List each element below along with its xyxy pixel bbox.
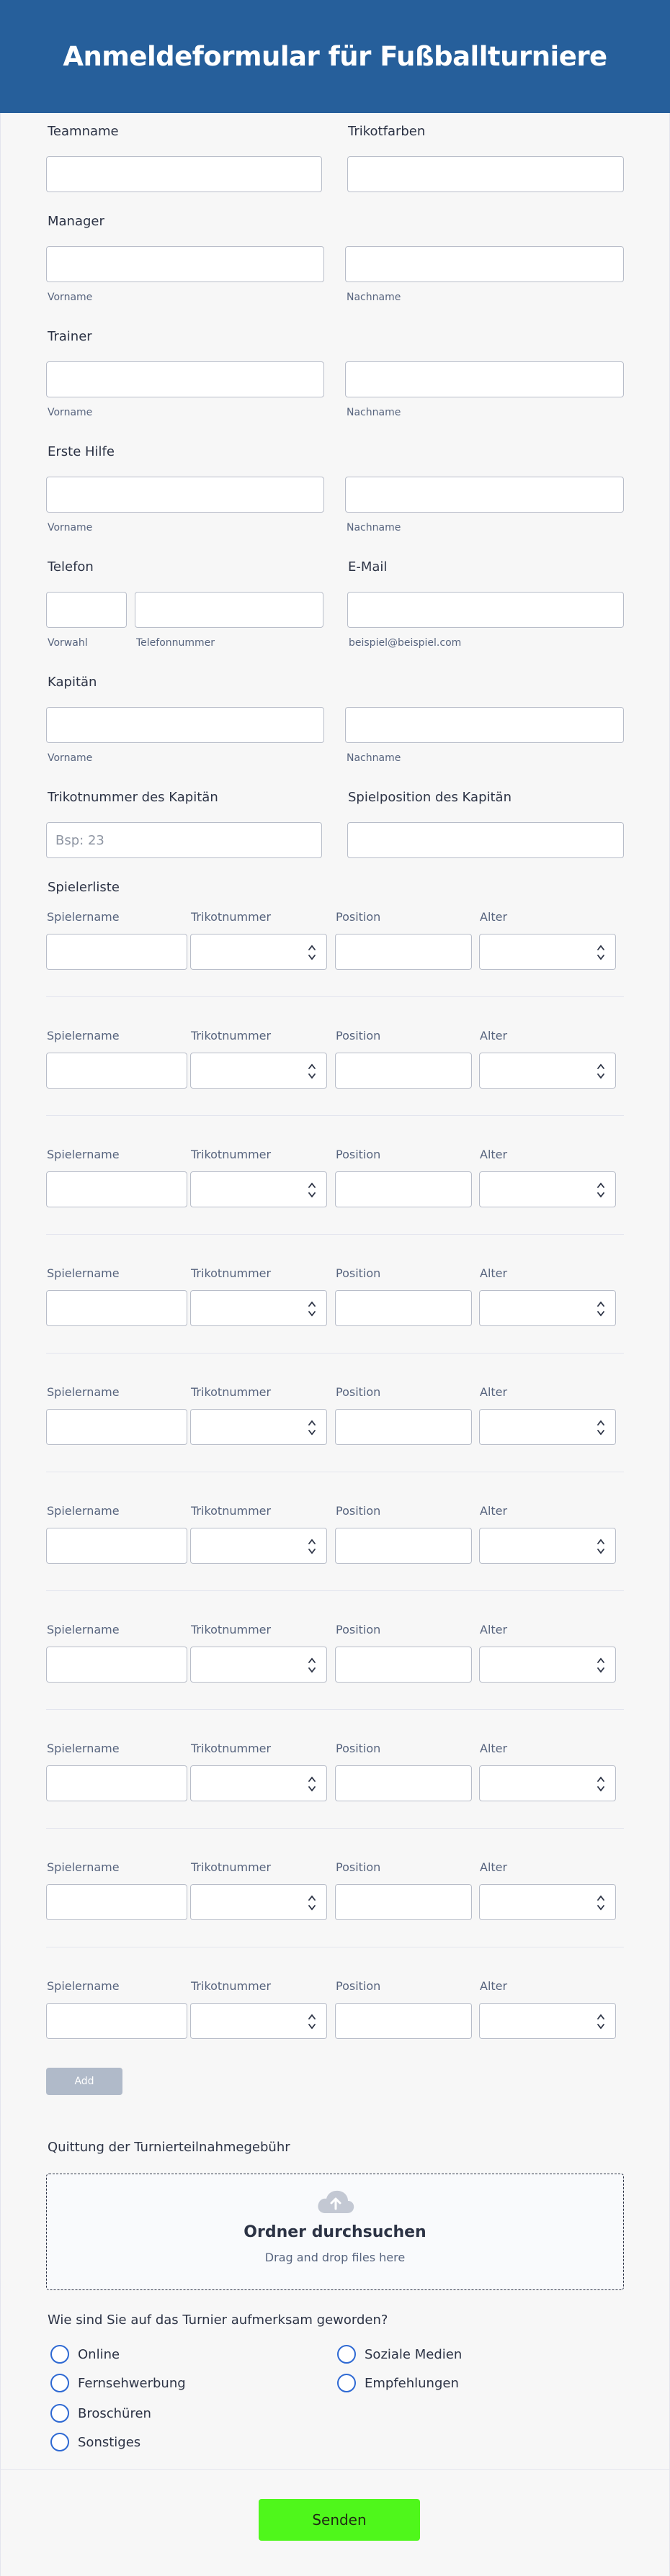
radio-option-soziale-medien[interactable]	[337, 2345, 462, 2364]
column-header-position: Position	[336, 1266, 381, 1280]
survey-question: Wie sind Sie auf das Turnier aufmerksam geworden?	[48, 2312, 388, 2328]
stepper-arrows-icon[interactable]	[597, 2012, 605, 2031]
cloud-upload-icon	[316, 2189, 355, 2216]
column-header-trikotnummer: Trikotnummer	[191, 1979, 272, 1993]
frame-border-left	[0, 113, 1, 2576]
column-header-spielername: Spielername	[47, 910, 120, 924]
player-spielername-input[interactable]	[46, 1409, 187, 1445]
player-position-input[interactable]	[335, 1171, 472, 1207]
column-header-position: Position	[336, 910, 381, 924]
radio-circle[interactable]	[50, 2433, 69, 2451]
phone-number-sublabel: Telefonnummer	[136, 637, 215, 649]
player-trikotnummer-input[interactable]	[190, 934, 327, 970]
player-row-divider	[46, 1709, 624, 1710]
player-row-divider	[46, 1234, 624, 1235]
drag-drop-hint: Drag and drop files here	[264, 2251, 406, 2264]
player-trikotnummer-input[interactable]	[190, 1528, 327, 1564]
area-code-sublabel: Vorwahl	[48, 637, 88, 649]
player-trikotnummer-input[interactable]	[190, 1053, 327, 1089]
column-header-position: Position	[336, 1979, 381, 1993]
email-sublabel: beispiel@beispiel.com	[349, 637, 462, 649]
teamname-label: Teamname	[48, 124, 119, 139]
add-row-button[interactable]: Add	[46, 2068, 122, 2095]
stepper-arrows-icon[interactable]	[308, 943, 316, 962]
trainer-first-name-input[interactable]	[46, 361, 324, 397]
player-position-input[interactable]	[335, 934, 472, 970]
erste-hilfe-first-name-input[interactable]	[46, 477, 324, 513]
column-header-spielername: Spielername	[47, 1385, 120, 1399]
erste-hilfe-label: Erste Hilfe	[48, 444, 115, 459]
player-row-divider	[46, 1828, 624, 1829]
stepper-arrows-icon[interactable]	[597, 1893, 605, 1912]
stepper-arrows-icon[interactable]	[597, 1775, 605, 1793]
radio-option-empfehlungen[interactable]	[337, 2374, 459, 2392]
manager-last-name-sublabel: Nachname	[347, 292, 401, 303]
radio-option-online[interactable]	[50, 2345, 120, 2364]
radio-label-sonstiges: Sonstiges	[78, 2434, 141, 2450]
stepper-arrows-icon[interactable]	[597, 943, 605, 962]
stepper-arrows-icon[interactable]	[308, 2012, 316, 2031]
radio-circle[interactable]	[50, 2345, 69, 2364]
player-spielername-input[interactable]	[46, 1765, 187, 1801]
footer-divider	[0, 2469, 670, 2470]
radio-label-broschueren: Broschüren	[78, 2405, 151, 2421]
form-title: Anmeldeformular für Fußballturniere	[63, 41, 607, 72]
column-header-spielername: Spielername	[47, 1266, 120, 1280]
player-trikotnummer-input[interactable]	[190, 1171, 327, 1207]
column-header-alter: Alter	[480, 1266, 508, 1280]
column-header-position: Position	[336, 1148, 381, 1161]
player-spielername-input[interactable]	[46, 1647, 187, 1683]
stepper-arrows-icon[interactable]	[597, 1062, 605, 1081]
player-trikotnummer-input[interactable]	[190, 1647, 327, 1683]
column-header-trikotnummer: Trikotnummer	[191, 910, 272, 924]
column-header-spielername: Spielername	[47, 1029, 120, 1042]
column-header-position: Position	[336, 1385, 381, 1399]
trikotnummer-kapitaen-input[interactable]	[46, 822, 322, 858]
stepper-arrows-icon[interactable]	[308, 1300, 316, 1318]
column-header-trikotnummer: Trikotnummer	[191, 1385, 272, 1399]
trikotfarben-label: Trikotfarben	[348, 124, 426, 139]
radio-label-online: Online	[78, 2346, 120, 2362]
player-alter-input[interactable]	[479, 934, 616, 970]
spielerliste-label: Spielerliste	[48, 880, 120, 895]
player-alter-input[interactable]	[479, 1884, 616, 1920]
player-spielername-input[interactable]	[46, 2003, 187, 2039]
teamname-input[interactable]	[46, 156, 322, 192]
radio-label-empfehlungen: Empfehlungen	[365, 2375, 459, 2391]
erste-hilfe-last-name-sublabel: Nachname	[347, 522, 401, 533]
column-header-spielername: Spielername	[47, 1742, 120, 1755]
kapitaen-first-name-input[interactable]	[46, 707, 324, 743]
player-position-input[interactable]	[335, 1647, 472, 1683]
player-spielername-input[interactable]	[46, 1290, 187, 1326]
stepper-arrows-icon[interactable]	[308, 1062, 316, 1081]
column-header-trikotnummer: Trikotnummer	[191, 1623, 272, 1636]
kapitaen-first-name-sublabel: Vorname	[48, 752, 93, 764]
player-trikotnummer-input[interactable]	[190, 1884, 327, 1920]
player-spielername-input[interactable]	[46, 1528, 187, 1564]
radio-label-soziale-medien: Soziale Medien	[365, 2346, 463, 2362]
player-position-input[interactable]	[335, 1290, 472, 1326]
column-header-position: Position	[336, 1029, 381, 1042]
column-header-alter: Alter	[480, 1029, 508, 1042]
erste-hilfe-first-name-sublabel: Vorname	[48, 522, 93, 533]
trikotnummer-kapitaen-label: Trikotnummer des Kapitän	[48, 790, 218, 805]
column-header-trikotnummer: Trikotnummer	[191, 1266, 272, 1280]
player-alter-input[interactable]	[479, 1647, 616, 1683]
column-header-trikotnummer: Trikotnummer	[191, 1029, 272, 1042]
column-header-position: Position	[336, 1860, 381, 1874]
form-header	[0, 0, 670, 113]
trainer-last-name-sublabel: Nachname	[347, 407, 401, 418]
player-spielername-input[interactable]	[46, 1053, 187, 1089]
stepper-arrows-icon[interactable]	[597, 1656, 605, 1675]
kapitaen-last-name-sublabel: Nachname	[347, 752, 401, 764]
radio-circle[interactable]	[337, 2374, 356, 2392]
player-alter-input[interactable]	[479, 1765, 616, 1801]
trainer-last-name-input[interactable]	[345, 361, 624, 397]
player-spielername-input[interactable]	[46, 1884, 187, 1920]
stepper-arrows-icon[interactable]	[597, 1300, 605, 1318]
stepper-arrows-icon[interactable]	[597, 1418, 605, 1437]
player-position-input[interactable]	[335, 1765, 472, 1801]
player-row-divider	[46, 1115, 624, 1116]
player-alter-input[interactable]	[479, 1528, 616, 1564]
trikotfarben-input[interactable]	[347, 156, 624, 192]
column-header-alter: Alter	[480, 1860, 508, 1874]
radio-label-fernsehwerbung: Fernsehwerbung	[78, 2375, 186, 2391]
player-row-divider	[46, 1590, 624, 1591]
browse-files-button[interactable]: Ordner durchsuchen	[244, 2223, 426, 2241]
player-position-input[interactable]	[335, 1884, 472, 1920]
stepper-arrows-icon[interactable]	[597, 1537, 605, 1556]
area-code-input[interactable]	[46, 592, 127, 628]
player-trikotnummer-input[interactable]	[190, 2003, 327, 2039]
column-header-alter: Alter	[480, 1148, 508, 1161]
column-header-alter: Alter	[480, 1979, 508, 1993]
column-header-alter: Alter	[480, 1623, 508, 1636]
trainer-label: Trainer	[48, 329, 92, 344]
manager-first-name-input[interactable]	[46, 246, 324, 282]
stepper-arrows-icon[interactable]	[308, 1181, 316, 1199]
email-label: E-Mail	[348, 559, 388, 575]
player-position-input[interactable]	[335, 2003, 472, 2039]
kapitaen-label: Kapitän	[48, 675, 97, 690]
player-spielername-input[interactable]	[46, 1171, 187, 1207]
file-upload-dropzone[interactable]	[46, 2174, 624, 2290]
manager-first-name-sublabel: Vorname	[48, 292, 93, 303]
submit-button[interactable]: Senden	[259, 2499, 420, 2541]
trikotnummer-placeholder: Bsp: 23	[55, 832, 104, 848]
column-header-trikotnummer: Trikotnummer	[191, 1860, 272, 1874]
column-header-spielername: Spielername	[47, 1623, 120, 1636]
stepper-arrows-icon[interactable]	[308, 1893, 316, 1912]
player-position-input[interactable]	[335, 1053, 472, 1089]
erste-hilfe-last-name-input[interactable]	[345, 477, 624, 513]
column-header-alter: Alter	[480, 1504, 508, 1518]
column-header-spielername: Spielername	[47, 1504, 120, 1518]
upload-label: Quittung der Turnierteilnahmegebühr	[48, 2140, 290, 2155]
player-trikotnummer-input[interactable]	[190, 1765, 327, 1801]
telefon-label: Telefon	[48, 559, 94, 575]
phone-number-input[interactable]	[135, 592, 323, 628]
player-position-input[interactable]	[335, 1528, 472, 1564]
stepper-arrows-icon[interactable]	[308, 1775, 316, 1793]
email-input[interactable]	[347, 592, 624, 628]
player-trikotnummer-input[interactable]	[190, 1409, 327, 1445]
player-alter-input[interactable]	[479, 1409, 616, 1445]
player-row-divider	[46, 996, 624, 997]
spielposition-kapitaen-label: Spielposition des Kapitän	[348, 790, 512, 805]
stepper-arrows-icon[interactable]	[308, 1656, 316, 1675]
manager-last-name-input[interactable]	[345, 246, 624, 282]
column-header-position: Position	[336, 1504, 381, 1518]
player-alter-input[interactable]	[479, 1171, 616, 1207]
player-alter-input[interactable]	[479, 1290, 616, 1326]
radio-circle[interactable]	[50, 2404, 69, 2423]
manager-label: Manager	[48, 214, 104, 229]
stepper-arrows-icon[interactable]	[308, 1418, 316, 1437]
player-alter-input[interactable]	[479, 1053, 616, 1089]
player-position-input[interactable]	[335, 1409, 472, 1445]
trainer-first-name-sublabel: Vorname	[48, 407, 93, 418]
stepper-arrows-icon[interactable]	[597, 1181, 605, 1199]
kapitaen-last-name-input[interactable]	[345, 707, 624, 743]
column-header-spielername: Spielername	[47, 1860, 120, 1874]
column-header-spielername: Spielername	[47, 1148, 120, 1161]
player-row-divider	[46, 1353, 624, 1354]
column-header-trikotnummer: Trikotnummer	[191, 1148, 272, 1161]
radio-option-broschueren[interactable]	[50, 2404, 151, 2423]
radio-option-fernsehwerbung[interactable]	[50, 2374, 186, 2392]
column-header-spielername: Spielername	[47, 1979, 120, 1993]
radio-option-sonstiges[interactable]	[50, 2433, 140, 2451]
player-spielername-input[interactable]	[46, 934, 187, 970]
spielposition-kapitaen-input[interactable]	[347, 822, 624, 858]
column-header-position: Position	[336, 1623, 381, 1636]
radio-circle[interactable]	[337, 2345, 356, 2364]
stepper-arrows-icon[interactable]	[308, 1537, 316, 1556]
player-alter-input[interactable]	[479, 2003, 616, 2039]
column-header-alter: Alter	[480, 1385, 508, 1399]
column-header-trikotnummer: Trikotnummer	[191, 1742, 272, 1755]
radio-circle[interactable]	[50, 2374, 69, 2392]
player-trikotnummer-input[interactable]	[190, 1290, 327, 1326]
column-header-trikotnummer: Trikotnummer	[191, 1504, 272, 1518]
column-header-alter: Alter	[480, 1742, 508, 1755]
column-header-alter: Alter	[480, 910, 508, 924]
column-header-position: Position	[336, 1742, 381, 1755]
